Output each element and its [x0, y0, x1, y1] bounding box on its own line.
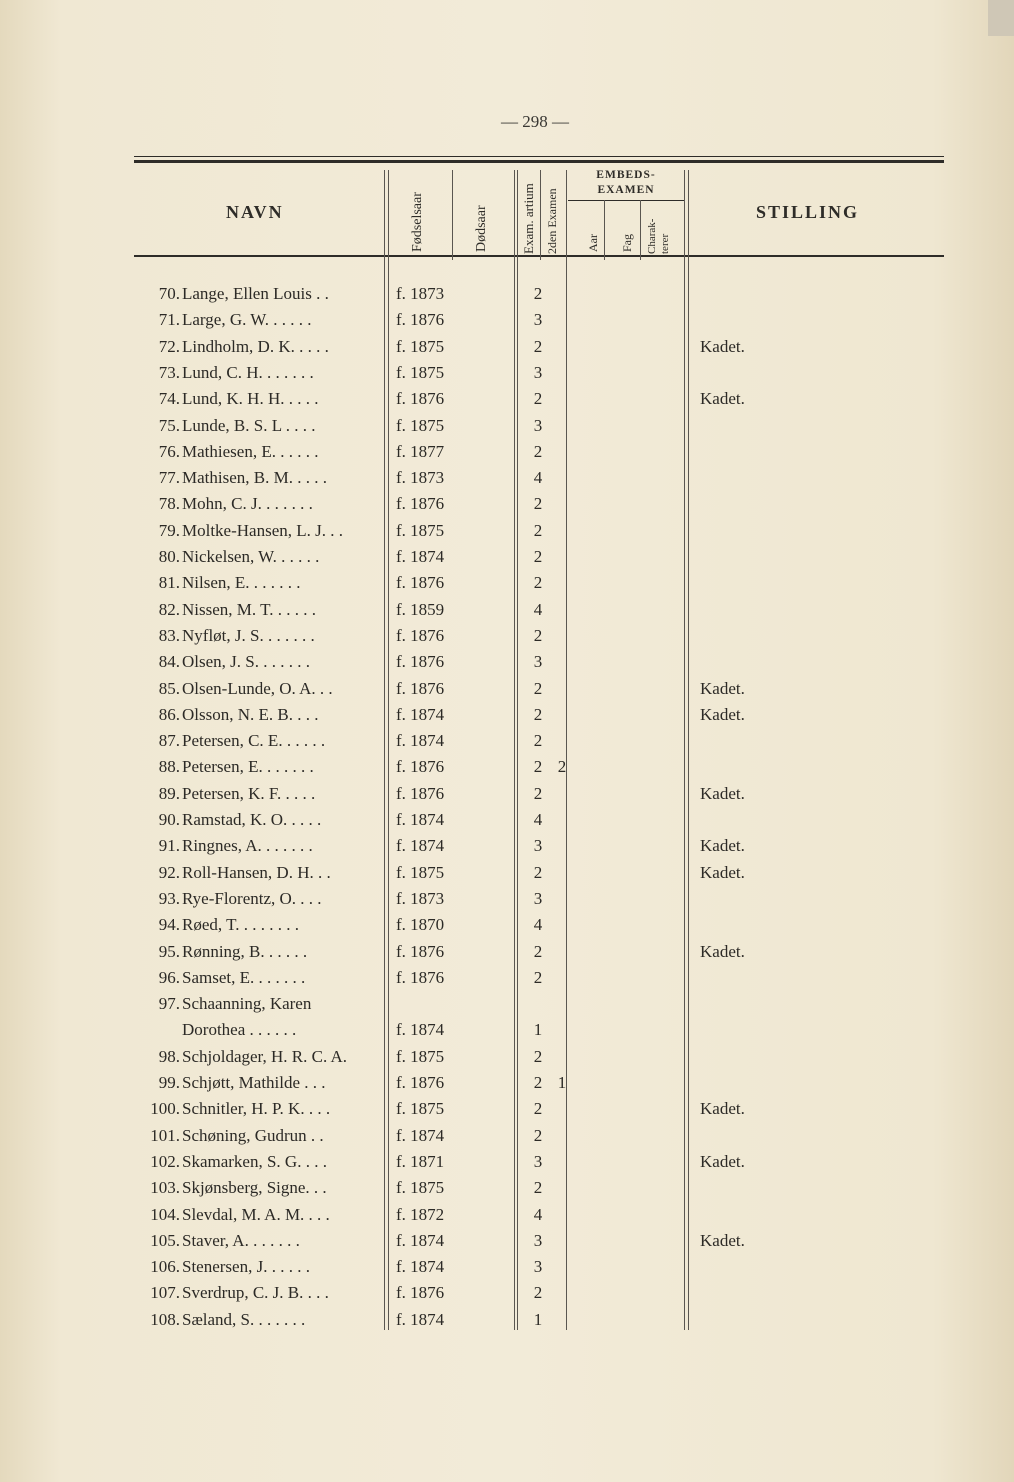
- row-number: 70.: [158, 284, 180, 303]
- row-number: 105.: [150, 1230, 180, 1250]
- row-stilling: Kadet.: [700, 941, 745, 961]
- row-number: 89.: [158, 783, 180, 803]
- row-number: 81.: [158, 573, 180, 593]
- row-number: 83.: [158, 625, 180, 645]
- row-birth-year: f. 1875: [396, 862, 445, 882]
- table-row: [0, 731, 1014, 757]
- table-row: [0, 1073, 1014, 1099]
- row-exam-artium: 1: [533, 1309, 543, 1329]
- row-number: 102.: [150, 1151, 180, 1171]
- row-stilling: Kadet.: [700, 1230, 745, 1250]
- row-anden-examen: 1: [557, 1073, 567, 1092]
- row-exam-artium: 2: [533, 731, 543, 751]
- row-birth-year: f. 1876: [396, 1283, 445, 1303]
- row-birth-year: f. 1874: [396, 1230, 445, 1250]
- row-birth-year: f. 1875: [396, 336, 445, 356]
- row-name: Staver, A. . . . . . .: [182, 1230, 300, 1250]
- row-stilling: Kadet.: [700, 1099, 745, 1119]
- col-line-fag: [640, 200, 641, 260]
- row-name: Røed, T. . . . . . . .: [182, 915, 299, 935]
- table-row: [0, 1257, 1014, 1283]
- row-birth-year: f. 1876: [396, 494, 445, 514]
- row-exam-artium: 2: [533, 704, 543, 724]
- row-number: 90.: [158, 810, 180, 829]
- row-name: Olsen, J. S. . . . . . .: [182, 652, 310, 672]
- table-row: [0, 915, 1014, 941]
- table-row: [0, 442, 1014, 468]
- col-line-aar: [604, 200, 605, 260]
- row-birth-year: f. 1875: [396, 415, 445, 435]
- row-exam-artium: 4: [533, 915, 543, 935]
- row-birth-year: f. 1873: [396, 284, 445, 303]
- table-row: [0, 494, 1014, 520]
- row-exam-artium: 3: [533, 888, 543, 908]
- row-stilling: Kadet.: [700, 704, 745, 724]
- row-name: Mohn, C. J. . . . . . .: [182, 494, 313, 514]
- row-exam-artium: 2: [533, 967, 543, 987]
- row-exam-artium: 4: [533, 1204, 543, 1224]
- row-birth-year: f. 1876: [396, 967, 445, 987]
- row-exam-artium: 3: [533, 1257, 543, 1277]
- row-name: Samset, E. . . . . . .: [182, 967, 306, 987]
- row-birth-year: f. 1874: [396, 704, 445, 724]
- row-name: Petersen, K. F. . . . .: [182, 783, 316, 803]
- table-row: [0, 705, 1014, 731]
- row-exam-artium: 4: [533, 468, 543, 488]
- table-row: [0, 1099, 1014, 1125]
- row-name: Nickelsen, W. . . . . .: [182, 547, 320, 566]
- row-birth-year: f. 1874: [396, 1309, 445, 1329]
- table-row: [0, 810, 1014, 836]
- row-birth-year: f. 1874: [396, 547, 445, 566]
- table-row: [0, 1231, 1014, 1257]
- row-birth-year: f. 1876: [396, 678, 445, 698]
- row-name: Mathisen, B. M. . . . .: [182, 468, 327, 488]
- col-line-dodsaar: [452, 170, 453, 260]
- row-stilling: Kadet.: [700, 336, 745, 356]
- row-name: Large, G. W. . . . . .: [182, 310, 312, 330]
- row-name: Olsen-Lunde, O. A. . .: [182, 678, 333, 698]
- row-name: Roll-Hansen, D. H. . .: [182, 862, 331, 882]
- row-number: 99.: [158, 1073, 180, 1092]
- row-name: Rønning, B. . . . . .: [182, 941, 308, 961]
- row-birth-year: f. 1876: [396, 310, 445, 330]
- row-exam-artium: 2: [533, 783, 543, 803]
- page-number: — 298 —: [501, 112, 569, 131]
- row-number: 77.: [158, 468, 180, 488]
- row-number: 103.: [150, 1178, 180, 1198]
- row-exam-artium: 2: [533, 625, 543, 645]
- table-row: [0, 679, 1014, 705]
- header-fodselsaar: Fødselsaar: [410, 192, 425, 252]
- row-birth-year: f. 1875: [396, 1046, 445, 1066]
- header-embeds-line1: EMBEDS-: [596, 169, 656, 181]
- table-row: [0, 784, 1014, 810]
- table-row: [0, 573, 1014, 599]
- row-name: Mathiesen, E. . . . . .: [182, 441, 319, 461]
- row-exam-artium: 2: [533, 284, 543, 303]
- row-stilling: Kadet.: [700, 1151, 745, 1171]
- row-number: 97.: [158, 994, 180, 1014]
- row-birth-year: f. 1874: [396, 836, 445, 856]
- row-exam-artium: 3: [533, 310, 543, 330]
- row-name: Rye-Florentz, O. . . .: [182, 888, 322, 908]
- row-number: 95.: [158, 941, 180, 961]
- table-row: [0, 863, 1014, 889]
- header-stilling: STILLING: [756, 202, 860, 222]
- row-exam-artium: 2: [533, 1178, 543, 1198]
- scan-corner: [988, 0, 1014, 36]
- row-birth-year: f. 1871: [396, 1151, 445, 1171]
- table-row: [0, 626, 1014, 652]
- table-row: [0, 1205, 1014, 1231]
- row-exam-artium: 2: [533, 441, 543, 461]
- row-exam-artium: 2: [533, 520, 543, 540]
- row-stilling: Kadet.: [700, 836, 745, 856]
- table-row: [0, 416, 1014, 442]
- table-row: [0, 468, 1014, 494]
- row-birth-year: f. 1874: [396, 1125, 445, 1145]
- table-row: [0, 1178, 1014, 1204]
- row-name: Nyfløt, J. S. . . . . . .: [182, 625, 315, 645]
- row-exam-artium: 3: [533, 1151, 543, 1171]
- table-row: [0, 521, 1014, 547]
- row-birth-year: f. 1875: [396, 520, 445, 540]
- table-row: [0, 652, 1014, 678]
- row-exam-artium: 2: [533, 1283, 543, 1303]
- row-exam-artium: 2: [533, 678, 543, 698]
- row-name: Petersen, E. . . . . . .: [182, 757, 314, 777]
- table-row: [0, 1126, 1014, 1152]
- row-stilling: Kadet.: [700, 783, 745, 803]
- row-birth-year: f. 1876: [396, 625, 445, 645]
- row-name: Lund, C. H. . . . . . .: [182, 362, 314, 382]
- row-exam-artium: 2: [533, 389, 543, 409]
- table-row: [0, 968, 1014, 994]
- row-name: Sæland, S. . . . . . .: [182, 1309, 306, 1329]
- table-row: [0, 600, 1014, 626]
- row-number: 96.: [158, 967, 180, 987]
- row-exam-artium: 2: [533, 1099, 543, 1119]
- row-name: Olsson, N. E. B. . . .: [182, 704, 319, 724]
- row-birth-year: f. 1873: [396, 888, 445, 908]
- row-birth-year: f. 1876: [396, 783, 445, 803]
- row-name: Petersen, C. E. . . . . .: [182, 731, 326, 751]
- row-number: 79.: [158, 520, 180, 540]
- row-exam-artium: 3: [533, 362, 543, 382]
- row-birth-year: f. 1872: [396, 1204, 445, 1224]
- row-name: Lunde, B. S. L . . . .: [182, 415, 316, 435]
- row-exam-artium: 2: [533, 1125, 543, 1145]
- row-stilling: Kadet.: [700, 389, 745, 409]
- col-line-anden: [540, 170, 541, 260]
- header-aar: Aar: [586, 234, 600, 252]
- row-name: Skamarken, S. G. . . .: [182, 1151, 327, 1171]
- table-row: [0, 994, 1014, 1020]
- row-number: 92.: [158, 862, 180, 882]
- row-name: Lange, Ellen Louis . .: [182, 284, 329, 303]
- row-birth-year: f. 1875: [396, 362, 445, 382]
- row-number: 94.: [158, 915, 180, 935]
- row-number: 75.: [158, 415, 180, 435]
- row-birth-year: f. 1874: [396, 810, 445, 829]
- row-birth-year: f. 1870: [396, 915, 445, 935]
- row-number: 100.: [150, 1099, 180, 1119]
- header-dodsaar: Dødsaar: [474, 205, 489, 252]
- row-number: 106.: [150, 1257, 180, 1277]
- row-birth-year: f. 1875: [396, 1099, 445, 1119]
- row-exam-artium: 2: [533, 941, 543, 961]
- row-birth-year: f. 1874: [396, 1020, 445, 1040]
- table-row: [0, 889, 1014, 915]
- row-name: Dorothea . . . . . .: [182, 1020, 297, 1040]
- row-number: 91.: [158, 836, 180, 856]
- row-name: Lindholm, D. K. . . . .: [182, 336, 329, 356]
- row-birth-year: f. 1876: [396, 1073, 445, 1092]
- row-number: 101.: [150, 1125, 180, 1145]
- table-row: [0, 337, 1014, 363]
- table-row: [0, 757, 1014, 783]
- row-name: Slevdal, M. A. M. . . .: [182, 1204, 330, 1224]
- row-name: Schaanning, Karen: [182, 994, 312, 1014]
- header-anden-examen: 2den Examen: [545, 188, 559, 254]
- row-exam-artium: 2: [533, 1046, 543, 1066]
- row-exam-artium: 3: [533, 652, 543, 672]
- row-number: 80.: [158, 547, 180, 566]
- row-exam-artium: 2: [533, 862, 543, 882]
- row-exam-artium: 4: [533, 599, 543, 619]
- row-exam-artium: 2: [533, 336, 543, 356]
- row-name: Schøning, Gudrun . .: [182, 1125, 324, 1145]
- row-number: 73.: [158, 362, 180, 382]
- row-exam-artium: 2: [533, 757, 543, 777]
- top-rule-thick: [134, 160, 944, 163]
- row-exam-artium: 2: [533, 573, 543, 593]
- table-row: [0, 284, 1014, 310]
- row-number: 88.: [158, 757, 180, 777]
- header-embeds-line2: EXAMEN: [597, 184, 655, 196]
- row-number: 71.: [158, 310, 180, 330]
- row-number: 84.: [158, 652, 180, 672]
- row-birth-year: f. 1876: [396, 573, 445, 593]
- row-birth-year: f. 1876: [396, 652, 445, 672]
- table-row: [0, 1283, 1014, 1309]
- row-name: Skjønsberg, Signe. . .: [182, 1178, 327, 1198]
- row-birth-year: f. 1859: [396, 599, 445, 619]
- header-fag: Fag: [620, 234, 634, 252]
- header-charakterer: Charak- terer: [646, 218, 671, 254]
- row-number: 86.: [158, 704, 180, 724]
- header-bottom-rule: [134, 255, 944, 257]
- row-name: Lund, K. H. H. . . . .: [182, 389, 319, 409]
- row-exam-artium: 3: [533, 415, 543, 435]
- row-number: 87.: [158, 731, 180, 751]
- row-birth-year: f. 1876: [396, 941, 445, 961]
- table-row: [0, 1047, 1014, 1073]
- row-exam-artium: 2: [533, 494, 543, 514]
- row-number: 108.: [150, 1309, 180, 1329]
- row-number: 72.: [158, 336, 180, 356]
- row-number: 82.: [158, 599, 180, 619]
- row-name: Ringnes, A. . . . . . .: [182, 836, 313, 856]
- row-name: Nissen, M. T. . . . . .: [182, 599, 316, 619]
- row-number: 107.: [150, 1283, 180, 1303]
- row-birth-year: f. 1874: [396, 731, 445, 751]
- row-stilling: Kadet.: [700, 862, 745, 882]
- row-name: Moltke-Hansen, L. J. . .: [182, 520, 344, 540]
- row-name: Stenersen, J. . . . . .: [182, 1257, 310, 1277]
- embeds-sub-rule: [568, 200, 684, 201]
- row-number: 85.: [158, 678, 180, 698]
- row-birth-year: f. 1876: [396, 757, 445, 777]
- table-row: [0, 310, 1014, 336]
- row-exam-artium: 3: [533, 1230, 543, 1250]
- row-name: Ramstad, K. O. . . . .: [182, 810, 322, 829]
- row-stilling: Kadet.: [700, 678, 745, 698]
- row-number: 76.: [158, 441, 180, 461]
- table-row: [0, 942, 1014, 968]
- row-number: 93.: [158, 888, 180, 908]
- row-exam-artium: 3: [533, 836, 543, 856]
- row-exam-artium: 1: [533, 1020, 543, 1040]
- row-birth-year: f. 1873: [396, 468, 445, 488]
- row-birth-year: f. 1876: [396, 389, 445, 409]
- row-name: Schjoldager, H. R. C. A.: [182, 1046, 348, 1066]
- row-exam-artium: 2: [533, 1073, 543, 1092]
- table-row: [0, 363, 1014, 389]
- row-exam-artium: 4: [533, 810, 543, 829]
- top-rule-thin: [134, 156, 944, 157]
- table-row: [0, 1020, 1014, 1046]
- row-birth-year: f. 1875: [396, 1178, 445, 1198]
- header-exam-artium: Exam. artium: [521, 183, 536, 254]
- row-birth-year: f. 1874: [396, 1257, 445, 1277]
- row-exam-artium: 2: [533, 547, 543, 566]
- table-row: [0, 1152, 1014, 1178]
- row-name: Schnitler, H. P. K. . . .: [182, 1099, 331, 1119]
- row-number: 74.: [158, 389, 180, 409]
- table-row: [0, 836, 1014, 862]
- table-row: [0, 389, 1014, 415]
- row-name: Nilsen, E. . . . . . .: [182, 573, 301, 593]
- row-name: Schjøtt, Mathilde . . .: [182, 1073, 326, 1092]
- row-number: 78.: [158, 494, 180, 514]
- row-birth-year: f. 1877: [396, 441, 445, 461]
- table-row: [0, 1310, 1014, 1336]
- row-number: 104.: [150, 1204, 180, 1224]
- row-anden-examen: 2: [557, 757, 567, 777]
- row-number: 98.: [158, 1046, 180, 1066]
- row-name: Sverdrup, C. J. B. . . .: [182, 1283, 329, 1303]
- table-row: [0, 547, 1014, 573]
- header-navn: NAVN: [226, 202, 284, 222]
